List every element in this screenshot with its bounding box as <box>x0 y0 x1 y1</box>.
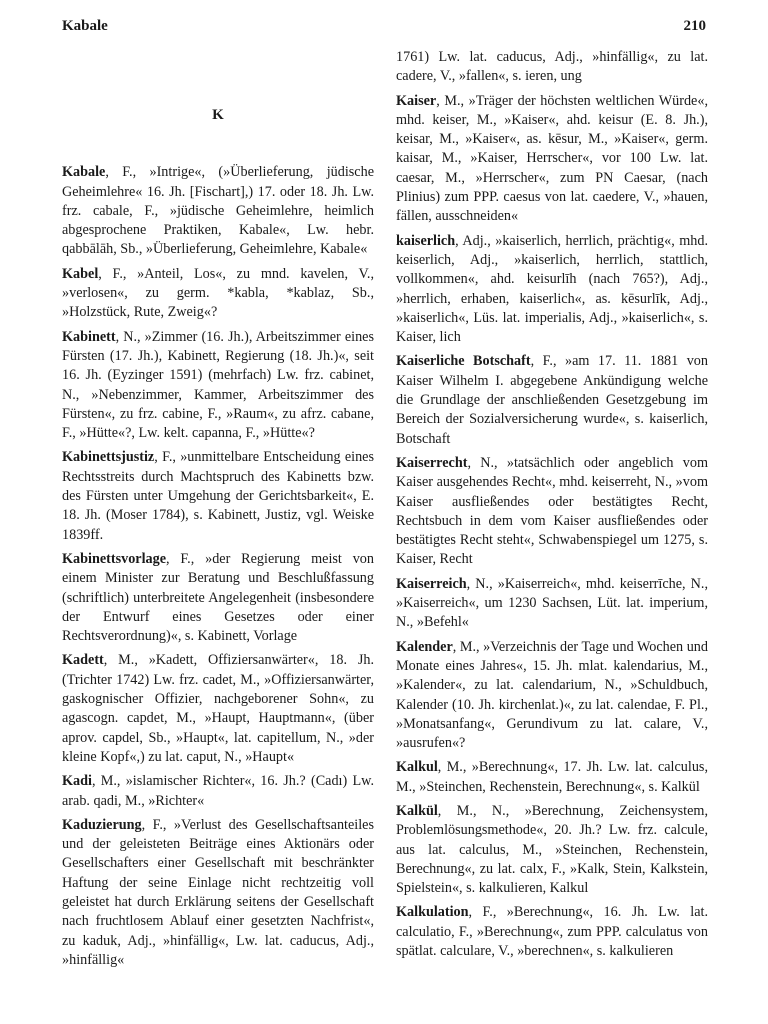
dictionary-entry <box>62 772 374 811</box>
entry-lemma: Kadi <box>62 773 92 790</box>
entry-lemma: Kalkül <box>396 802 438 819</box>
entry-definition: , M., »Kadett, Offiziersanwärter«, 18. Jh. (Trichter 1742) Lw. frz. cadet, M., »Offiziersanwärter, gaskognischer Offizier, nachgeborener Sohn«, zu agascogn. capdet, M., »Haupt, Hauptmann«, (über aprov. capdel, Sb., »Haupt«, lat. capitellum, N., »der kleine Kopf«,) zu lat. caput, N., »Haupt« <box>62 652 374 765</box>
continued-entry-text: 1761) Lw. lat. caducus, Adj., »hinfällig«, zu lat. cadere, V., »fallen«, s. ieren, ung <box>396 49 708 85</box>
left-column <box>62 48 374 1024</box>
entry-definition: , F., »der Regierung meist von einem Minister zur Beratung und Beschlußfassung (schriftlich) unterbreitete Angelegenheit (insbesondere der Entwurf eines Gesetzes oder einer Rechtsverordnung)«, s. Kabinett, Vorlage <box>62 550 374 645</box>
dictionary-entry <box>396 802 708 898</box>
entry-lemma: Kaduzierung <box>62 816 142 833</box>
entry-lemma: Kalkul <box>396 759 438 776</box>
entry-definition: , F., »unmittelbare Entscheidung eines Rechtsstreits durch Machtspruch des Kabinetts bzw. des Fürsten unter Umgehung der Gerichtsbarkeit«, E. 18. Jh. (Moser 1784), s. Kabinett, Justiz, vgl. Weiske 1839ff. <box>62 449 374 543</box>
entry-definition: , M., »islamischer Richter«, 16. Jh.? (Cadı) Lw. arab. qadi, M., »Richter« <box>62 773 374 809</box>
page-number: 210 <box>683 18 706 34</box>
right-entry-list <box>396 92 708 962</box>
entry-lemma: Kaiserreich <box>396 575 467 592</box>
left-entry-list <box>62 163 374 970</box>
entry-definition: , F., »Anteil, Los«, zu mnd. kavelen, V., »verlosen«, zu germ. *kabla, *kablaz, Sb., »Holzstück, Rute, Zweig«? <box>62 265 374 321</box>
entry-lemma: Kaiserrecht <box>396 454 468 471</box>
entry-definition: , N., »Kaiserreich«, mhd. keiserrīche, N., »Kaiserreich«, um 1230 Sachsen, Lüt. lat. imperium, N., »Befehl« <box>396 575 708 631</box>
dictionary-entry <box>62 163 374 259</box>
dictionary-entry <box>62 265 374 323</box>
running-head <box>62 18 706 40</box>
dictionary-entry <box>396 903 708 961</box>
dictionary-entry <box>396 758 708 797</box>
entry-lemma: kaiserlich <box>396 232 456 249</box>
dictionary-entry <box>396 575 708 633</box>
entry-definition: , F., »Berechnung«, 16. Jh. Lw. lat. calculatio, F., »Berechnung«, zum PPP. calculatus von spätlat. calculare, V., »berechnen«, s. kalkulieren <box>396 904 708 960</box>
dictionary-entry <box>62 651 374 767</box>
entry-definition: , N., »tatsächlich oder angeblich vom Kaiser ausgehendes Recht«, mhd. keiserreht, N., »vom Kaiser ausfließendes oder bestätigtes Recht, Rechtsbuch in dem vom Kaiser ausfließendes oder bestätigtes Recht steht«, Schwabenspiegel um 1275, s. Kaiser, Recht <box>396 454 708 568</box>
section-letter: K <box>212 107 224 123</box>
dictionary-entry <box>396 352 708 448</box>
entry-lemma: Kabinettsjustiz <box>62 449 155 466</box>
dictionary-entry <box>396 638 708 754</box>
dictionary-entry <box>62 816 374 970</box>
entry-definition: , F., »am 17. 11. 1881 von Kaiser Wilhelm I. abgegebene Ankündigung welche die Grundlage der anschließenden Gesetzgebung im Bereich der Sozialversicherung wurde«, s. kaiserlich, Botschaft <box>396 353 708 447</box>
entry-definition: , M., »Berechnung«, 17. Jh. Lw. lat. calculus, M., »Steinchen, Rechenstein, Berechnung«, s. Kalkül <box>396 759 708 795</box>
dictionary-entry <box>62 328 374 444</box>
dictionary-entry <box>62 550 374 646</box>
dictionary-entry <box>396 454 708 570</box>
entry-lemma: Kabinettsvorlage <box>62 550 167 567</box>
dictionary-entry <box>62 448 374 544</box>
entry-definition: , F., »Verlust des Gesellschaftsanteiles und der geleisteten Beiträge eines Aktionärs oder Gesellschafters einer Gesellschaft mit beschränkter Haftung der seine Einlage nicht rechtzeitig voll geleistet hat durch Erklärung seitens der Gesellschaft nach fruchtlosem Ablauf einer gesetzten Nachfrist«, zu kaduk, Adj., »hinfällig«, Lw. lat. caducus, Adj., »hinfällig« <box>62 816 374 968</box>
dictionary-entry <box>396 232 708 348</box>
entry-lemma: Kabinett <box>62 328 116 345</box>
entry-lemma: Kabale <box>62 164 106 181</box>
entry-definition: , Adj., »kaiserlich, herrlich, prächtig«, mhd. keiserlich, Adj., »kaiserlich, herrlich, stattlich, vollkommen«, ahd. keisurlīh (nach 765?), Adj., »herrlich, erhaben, kaiserlich«, as. kēsurlīk, Adj., »kaiserlich«, Lüs. lat. imperialis, Adj., »kaiserlich«, s. Kaiser, lich <box>396 232 708 346</box>
entry-lemma: Kaiser <box>396 92 437 109</box>
entry-definition: , N., »Zimmer (16. Jh.), Arbeitszimmer eines Fürsten (17. Jh.), Kabinett, Regierung (18. Jh.)«, seit 16. Jh. (Eyzinger 1591) (mehrfach) Lw. frz. cabinet, N., »Nebenzimmer, Kammer, Arbeitszimmer des Fürsten«, zu frz. cabine, F., »Raum«, zu afrz. cabane, F., »Hütte«?, Lw. kelt. capanna, F., »Hütte«? <box>62 328 374 442</box>
entry-lemma: Kalender <box>396 638 453 655</box>
entry-definition: , M., »Träger der höchsten weltlichen Würde«, mhd. keiser, M., »Kaiser«, ahd. keisur (E. 8. Jh.), keisar, M., »Kaiser«, as. kēsur, M., »Kaiser«, germ. kaisar, M., »Kaiser, Herrscher«, vor 100 Lw. lat. caesar, M., »Herrscher«, zum PN Caesar, (nach Plinius) zum PPP. caesus von lat. caedere, V., »hauen, fällen, ausschneiden« <box>396 92 708 225</box>
dictionary-entry <box>396 92 708 227</box>
entry-definition: , M., »Verzeichnis der Tage und Wochen und Monate eines Jahres«, 15. Jh. mlat. kalendarius, M., »Kalender«, zu lat. calendarium, N., »Schuldbuch, Kalender (10. Jh. kirchenlat.)«, zu lat. calendae, F. Pl., »Monatsanfang«, Gerundivum zu lat. calare, V., »ausrufen«? <box>396 638 708 752</box>
entry-definition: , F., »Intrige«, (»Überlieferung, jüdische Geheimlehre« 16. Jh. [Fischart],) 17. oder 18. Jh. Lw. frz. cabale, F., »jüdische Geheimlehre, heimlich abgesprochene Praktiken, Kabale«, Lw. hebr. qabbālāh, Sb., »Überlieferung, Geheimlehre, Kabale« <box>62 164 374 258</box>
entry-lemma: Kalkulation <box>396 904 469 921</box>
right-column <box>396 48 708 1024</box>
entry-lemma: Kabel <box>62 265 99 282</box>
entry-lemma: Kadett <box>62 652 104 669</box>
entry-definition: , M., N., »Berechnung, Zeichensystem, Problemlösungsmethode«, 20. Jh.? Lw. frz. calcule, aus lat. calculus, M., »Steinchen, Rechenstein, Berechnung«, zu lat. calx, F., »Kalk, Stein, Kalkstein, Spielstein«, s. kalkulieren, Kalkul <box>396 802 708 897</box>
running-head-word: Kabale <box>62 18 108 34</box>
entry-lemma: Kaiserliche Botschaft <box>396 353 531 370</box>
